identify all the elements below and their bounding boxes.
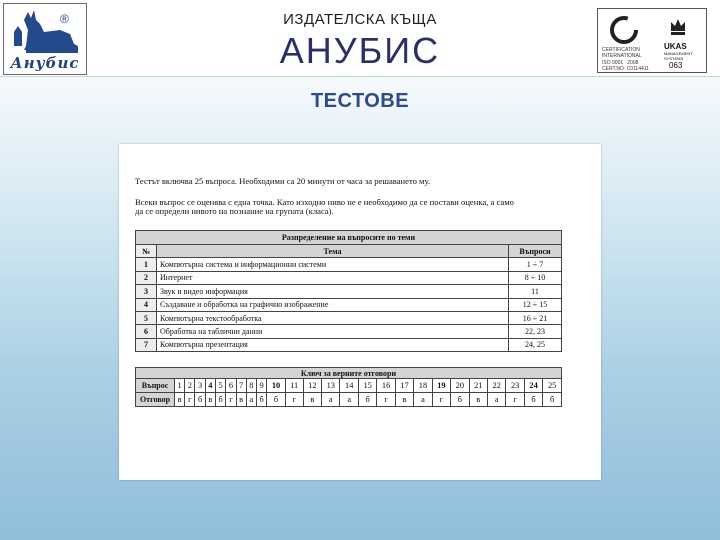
question-number-cell: 23 — [506, 379, 524, 393]
answer-cell: г — [185, 393, 195, 407]
cert-line-3: ISO 9001 : 2008 — [602, 60, 639, 66]
row-topic: Компютърна презентация — [157, 338, 509, 351]
ukas-sub-1: MANAGEMENT — [664, 51, 693, 56]
row-number: 6 — [136, 325, 157, 338]
question-number-cell: 15 — [358, 379, 376, 393]
header — [0, 0, 720, 77]
question-number-cell: 11 — [285, 379, 303, 393]
table-row — [136, 311, 562, 324]
answer-cell: а — [487, 393, 505, 407]
answer-cell: в — [175, 393, 185, 407]
answer-cell: в — [395, 393, 413, 407]
table-row — [136, 271, 562, 284]
question-number-cell: 22 — [487, 379, 505, 393]
question-number-cell: 14 — [340, 379, 358, 393]
answer-cell: б — [524, 393, 542, 407]
page-title: ТЕСТОВЕ — [310, 90, 410, 112]
question-number-cell: 24 — [524, 379, 542, 393]
row-topic: Интернет — [157, 271, 509, 284]
test-document — [119, 144, 601, 480]
question-number-cell: 2 — [185, 379, 195, 393]
row-questions: 12 ÷ 15 — [509, 298, 562, 311]
scoring-text-2: да се определи нивото на познание на групата (класа). — [135, 206, 334, 216]
certification-badge — [597, 8, 707, 73]
answers-caption: Ключ за верните отговори — [136, 368, 562, 379]
answer-cell: г — [432, 393, 450, 407]
question-number-cell: 25 — [543, 379, 562, 393]
question-number-cell: 8 — [246, 379, 256, 393]
row-number: 5 — [136, 311, 157, 324]
question-number-cell: 21 — [469, 379, 487, 393]
row-topic: Създаване и обработка на графично изображение — [157, 298, 509, 311]
question-number-cell: 10 — [267, 379, 285, 393]
answer-cell: б — [358, 393, 376, 407]
question-number-cell: 9 — [256, 379, 266, 393]
answer-cell: б — [195, 393, 205, 407]
header-topic: Тема — [157, 245, 509, 258]
row-topic: Звук и видео информация — [157, 285, 509, 298]
answer-label: Отговор — [136, 393, 175, 407]
row-number: 1 — [136, 258, 157, 271]
row-questions: 1 ÷ 7 — [509, 258, 562, 271]
topics-caption: Разпределение на въпросите по теми — [136, 231, 562, 245]
question-number-cell: 7 — [236, 379, 246, 393]
question-number-cell: 13 — [322, 379, 340, 393]
question-label: Въпрос — [136, 379, 175, 393]
table-row — [136, 338, 562, 351]
table-row — [136, 258, 562, 271]
header-number: № — [136, 245, 157, 258]
answer-cell: г — [285, 393, 303, 407]
answer-cell: г — [226, 393, 236, 407]
answer-cell: а — [322, 393, 340, 407]
cert-line-4: CERT.NO: C0114411 — [602, 66, 649, 72]
ukas-label: UKAS — [664, 42, 687, 51]
question-number-cell: 4 — [205, 379, 215, 393]
answer-row — [136, 393, 562, 407]
logo-text: Анубис — [10, 54, 80, 72]
row-number: 7 — [136, 338, 157, 351]
question-number-cell: 5 — [215, 379, 225, 393]
row-number: 3 — [136, 285, 157, 298]
answer-cell: в — [236, 393, 246, 407]
answers-table — [135, 367, 562, 407]
topics-table — [135, 230, 562, 352]
cert-line-2: INTERNATIONAL — [602, 53, 642, 59]
answer-cell: б — [215, 393, 225, 407]
row-topic: Компютърна текстообработка — [157, 311, 509, 324]
question-number-cell: 16 — [377, 379, 395, 393]
table-row — [136, 325, 562, 338]
question-number-cell: 1 — [175, 379, 185, 393]
registered-mark: ® — [60, 12, 69, 26]
brand-name: АНУБИС — [279, 30, 441, 71]
question-number-cell: 12 — [303, 379, 321, 393]
answer-cell: г — [377, 393, 395, 407]
answer-cell: а — [246, 393, 256, 407]
answer-cell: в — [303, 393, 321, 407]
row-questions: 11 — [509, 285, 562, 298]
table-row — [136, 285, 562, 298]
header-questions: Въпроси — [509, 245, 562, 258]
row-topic: Компютърна система и информационни системи — [157, 258, 509, 271]
publisher-label: ИЗДАТЕЛСКА КЪЩА — [283, 11, 437, 28]
answer-cell: б — [256, 393, 266, 407]
cert-line-1: CERTIFICATION — [602, 47, 640, 53]
ukas-sub-2: SYSTEMS — [664, 56, 684, 61]
row-questions: 16 ÷ 21 — [509, 311, 562, 324]
ukas-sub — [664, 51, 693, 61]
answer-cell: г — [506, 393, 524, 407]
question-number-cell: 19 — [432, 379, 450, 393]
question-number-cell: 17 — [395, 379, 413, 393]
row-number: 4 — [136, 298, 157, 311]
answer-cell: в — [469, 393, 487, 407]
crown-icon — [668, 15, 688, 37]
answer-cell: б — [267, 393, 285, 407]
intro-text: Тестът включва 25 въпроса. Необходими са 20 минути от часа за решаването му. — [135, 176, 431, 186]
question-number-cell: 18 — [414, 379, 432, 393]
row-number: 2 — [136, 271, 157, 284]
answer-cell: в — [205, 393, 215, 407]
question-number-cell: 20 — [451, 379, 469, 393]
answer-cell: б — [543, 393, 562, 407]
scoring-text-1: Всеки въпрос се оценява с една точка. Като изходно ниво не е необходимо да се постави оценка, а само — [135, 197, 514, 207]
row-questions: 24, 25 — [509, 338, 562, 351]
answer-cell: а — [340, 393, 358, 407]
row-questions: 22, 23 — [509, 325, 562, 338]
answer-cell: б — [451, 393, 469, 407]
question-number-cell: 3 — [195, 379, 205, 393]
question-number-cell: 6 — [226, 379, 236, 393]
table-row — [136, 298, 562, 311]
row-topic: Обработка на таблични данни — [157, 325, 509, 338]
question-row — [136, 379, 562, 393]
certification-ring-icon — [608, 14, 640, 46]
row-questions: 8 ÷ 10 — [509, 271, 562, 284]
answer-cell: а — [414, 393, 432, 407]
ukas-number: 063 — [669, 61, 683, 70]
